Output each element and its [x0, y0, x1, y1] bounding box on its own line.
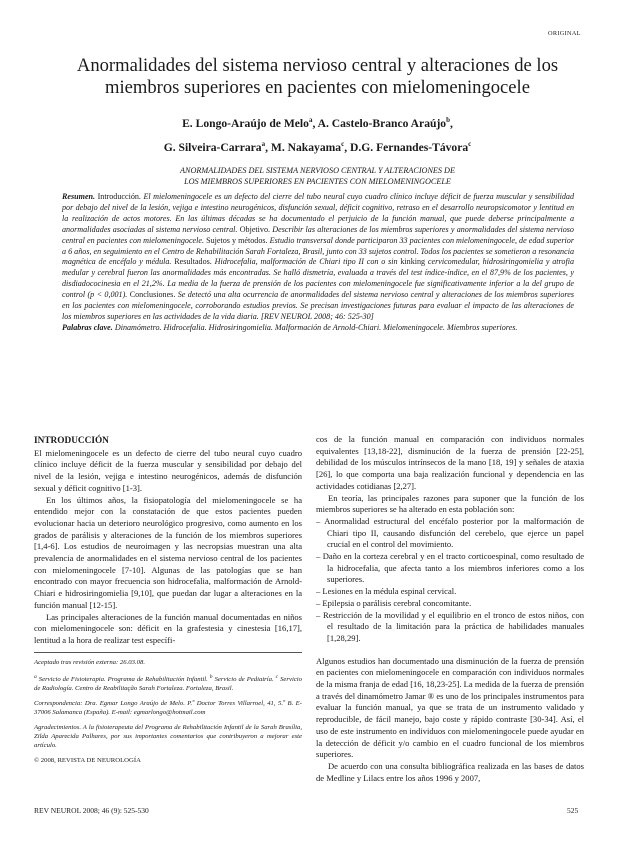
paragraph: cos de la función manual en comparación con individuos normales equivalentes [13,18-22], disminución de la fuerza de prensión [22-25], debilidad de los músculos intrínsecos de la mano [18, 19] y señales de ataxia [26], lo que comporta una baja realización funcional y dependencia en las actividades cotidianas [2,27]. [316, 434, 584, 491]
author-affiliation-sup: a [261, 139, 266, 148]
results-label: Resultados. [174, 257, 212, 267]
author-name: E. Longo-Araújo de Melo [182, 116, 309, 130]
paragraph: Algunos estudios han documentado una disminución de la fuerza de prensión en pacientes con mielomeningocele en comparación con individuos normales de la misma franja de edad [16, 18,23-25]. La medida de la fuerza de prensión a través del dinamómetro Jamar ® es uno de los principales instrumentos para evaluar la función manual, ya que se trata de un instrumento validado y reproducible, de fácil manejo, bajo coste y rápido contraste [30-34]. Así, el uso de este instrumento en individuos con mielomeningocele puede ayudar en la detección de déficit y/o cambio en el cuadro funcional de los miembros superiores. [316, 655, 584, 760]
author-affiliation-sup: c [341, 139, 345, 148]
abstract-results-kinking: kinking [400, 257, 426, 267]
author-line-2: G. Silveira-Carrara$^a$, M. Nakayama$^c$, D.G. Fernandes-Távora$^c$ [163, 139, 472, 154]
bullet-item: – Restricción de la movilidad y el equilibrio en el tronco de estos niños, con el resultado de la limitación para la práctica de habilidades manuales [1,28,29]. [316, 609, 584, 643]
article-title: Anormalidades del sistema nervioso central y alteraciones de los miembros superiores en pacientes con mielomeningocele [76, 55, 559, 98]
author-line-1: E. Longo-Araújo de Melo$^a$, A. Castelo-Branco Araújo$^b$, [182, 116, 453, 130]
author-name: M. Nakayama [270, 140, 342, 154]
left-column [34, 436, 302, 647]
uppercase-title [40, 165, 595, 187]
uppercase-title-line-1: ANORMALIDADES DEL SISTEMA NERVIOSO CENTRAL Y ALTERACIONES DE [180, 166, 455, 175]
abstract-citation: [REV NEUROL 2008; 46: 525-30] [260, 311, 374, 321]
bullet-item: – Daño en la corteza cerebral y en el tracto corticoespinal, como resultado de la hidrocefalia, que afecta tanto a los miembros inferiores como a los superiores. [316, 551, 584, 585]
affiliation-b: Servicio de Pediatría. [214, 676, 274, 684]
keywords-label: Palabras clave. [62, 322, 113, 332]
affiliation-sup: b [209, 674, 213, 680]
footer-journal: REV NEUROL 2008; 46 (9): 525-530 [34, 806, 149, 815]
paragraph: El mielomeningocele es un defecto de cierre del tubo neural cuyo cuadro clínico incluye déficit de la fuerza muscular y sensibilidad por debajo del nivel de la lesión, vejiga e intestino neurogénicos, además de disfunción sexual y déficit cognitivo [1-3]. [34, 447, 302, 493]
objective-label: Objetivo. [239, 224, 271, 234]
accepted-note: Aceptado tras revisión externa: 26.03.08. [34, 659, 146, 666]
footer-page-number: 525 [567, 806, 579, 815]
methods-label: Sujetos y métodos. [206, 235, 268, 245]
abstract-label: Resumen. [62, 192, 96, 201]
section-heading: INTRODUCCIÓN [34, 436, 109, 446]
affiliation-a: Servicio de Fisioterapia. Programa de Rehabilitación Infantil. [38, 676, 208, 684]
keywords: Dinamómetro. Hidrocefalia. Hidrosiringomielia. Malformación de Arnold-Chiari. Mielomeningocele. Miembros superiores. [114, 322, 518, 332]
paragraph: De acuerdo con una consulta bibliográfica realizada en las bases de datos de Medline y Lilacs entre los años 1996 y 2007, [316, 760, 584, 783]
author-name: G. Silveira-Carrara [163, 140, 262, 154]
author-name: A. Castelo-Branco Araújo [317, 116, 447, 130]
paragraph: En los últimos años, la fisiopatología del mielomeningocele se ha entendido mejor con la constatación de que estos pacientes pueden evolucionar hacia un deterioro neurológico progresivo, como aumento en los grados de parálisis y alteraciones de la función de los miembros superiores [1,4-6]. Los estudios de neuroimagen y las necropsias muestran una alta prevalencia de anormalidades en el sistema nervioso central de los pacientes con mielomeningocele [7-10]. Algunas de las patologías que se han encontrado con mayor frecuencia son hidrocefalia, malformación de Arnold-Chiari e hidrosiringomielia [9,10], que puedan dar lugar a alteraciones en la función manual [12-15]. [34, 494, 302, 610]
author-affiliation-sup: a [308, 116, 313, 124]
intro-label: Introducción. [97, 192, 141, 201]
paragraph: En teoría, las principales razones para suponer que la función de los miembros superiores se ha alterado en esta población son: [316, 492, 584, 515]
right-column [316, 434, 584, 784]
abstract-objective: Describir las alteraciones de los miembros superiores y anormalidades del sistema nervioso central en pacientes con mielomeningocele. [62, 224, 574, 245]
affiliations-note [34, 673, 302, 693]
bullet-item: – Lesiones en la médula espinal cervical. [316, 586, 457, 597]
abstract-results-1: Hidrocefalia, malformación de Chiari tipo II con o sin [214, 257, 398, 267]
uppercase-title-line-2: LOS MIEMBROS SUPERIORES EN PACIENTES CON MIELOMENINGOCELE [184, 177, 451, 186]
bullet-item: – Epilepsia o parálisis cerebral concomitante. [316, 597, 472, 608]
affiliation-sup: a [34, 674, 37, 680]
section-label: ORIGINAL [548, 30, 581, 37]
footnotes [34, 658, 302, 771]
abstract-conclusions: Se detectó una alta ocurrencia de anormalidades del sistema nervioso central y alteraciones de los miembros superiores en los pacientes con mielomeningocele, corroborando estudios previos. Se precisan investigaciones futuras para evaluar el impacto de las alteraciones de los miembros superiores en las actividades de la vida diaria. [62, 290, 574, 321]
author-name: D.G. Fernandes-Távora [349, 140, 469, 154]
abstract-intro: El mielomeningocele es un defecto del cierre del tubo neural cuyo cuadro clínico incluye déficit de fuerza muscular y sensibilidad por debajo del nivel de la lesión, vejiga e intestino neurogénicos, disfunción sexual, déficit cognitivo, retraso en el desarrollo neuropsicomotor y lentitud en la realización de actos motores. En las últimas décadas se ha documentado el perjuicio de la función manual, que puede deberse principalmente a anormalidades asociadas al sistema nervioso central. [62, 192, 574, 234]
correspondence-note: Correspondencia: Dra. Egmar Longo Araújo de Melo. P.º Doctor Torres Villarroel, 41, 5.º B. E-37006 Salamanca (España). E-mail: egmarlongo@hotmail.com [34, 700, 302, 717]
conclusions-label: Conclusiones. [129, 290, 176, 300]
paragraph: Las principales alteraciones de la función manual documentadas en niños con mielomeningocele son: déficit en la grafestesia y cinestesia [16,17], lentitud a la hora de realizar test específi- [34, 611, 302, 645]
affiliation-sup: c [275, 674, 279, 680]
footnote-divider [34, 652, 302, 653]
abstract-methods: Estudio transversal donde participaron 33 pacientes con mielomeningocele, de edad superior a 6 años, en seguimiento en el Centro de Rehabilitación Sarah Fortaleza, Brasil, junto con 33 sujetos control. Todos los pacientes se sometieron a resonancia magnética de encéfalo y médula. [62, 235, 574, 267]
author-list [40, 110, 595, 158]
author-affiliation-sup: c [468, 139, 472, 148]
copyright-note: © 2008, REVISTA DE NEUROLOGÍA [34, 757, 141, 765]
thanks-note: Agradecimientos. A la fisioterapeuta del Programa de Rehabilitación Infantil de la Sarah Brasília, Zilda Aparecida Palhares, por sus importantes comentarios que contribuyeron a mejorar este artículo. [34, 724, 302, 750]
author-affiliation-sup: b [446, 116, 451, 124]
abstract-results-2: cervicomedular, hidrosiringomielia y atrofia medular y cerebral fueron las anormalidades más encontradas. Se halló dismetría, evaluada a través del test índice-índice, en el 87,9% de los pacientes, y disdiadococinesia en el 21,2%. La media de la fuerza de prensión de los pacientes con mielomeningocele fue significativamente inferior a la del grupo de control (p < 0,001). [62, 257, 574, 300]
affiliation-c: Servicio de Radiología. Centro de Reabilitação Sarah Fortaleza. Fortaleza, Brasil. [34, 676, 302, 693]
abstract [62, 192, 574, 334]
bullet-item: – Anormalidad estructural del encéfalo posterior por la malformación de Chiari tipo II, causando disfunción del cerebelo, que ejerce un papel crucial en el control del movimiento. [316, 515, 584, 550]
